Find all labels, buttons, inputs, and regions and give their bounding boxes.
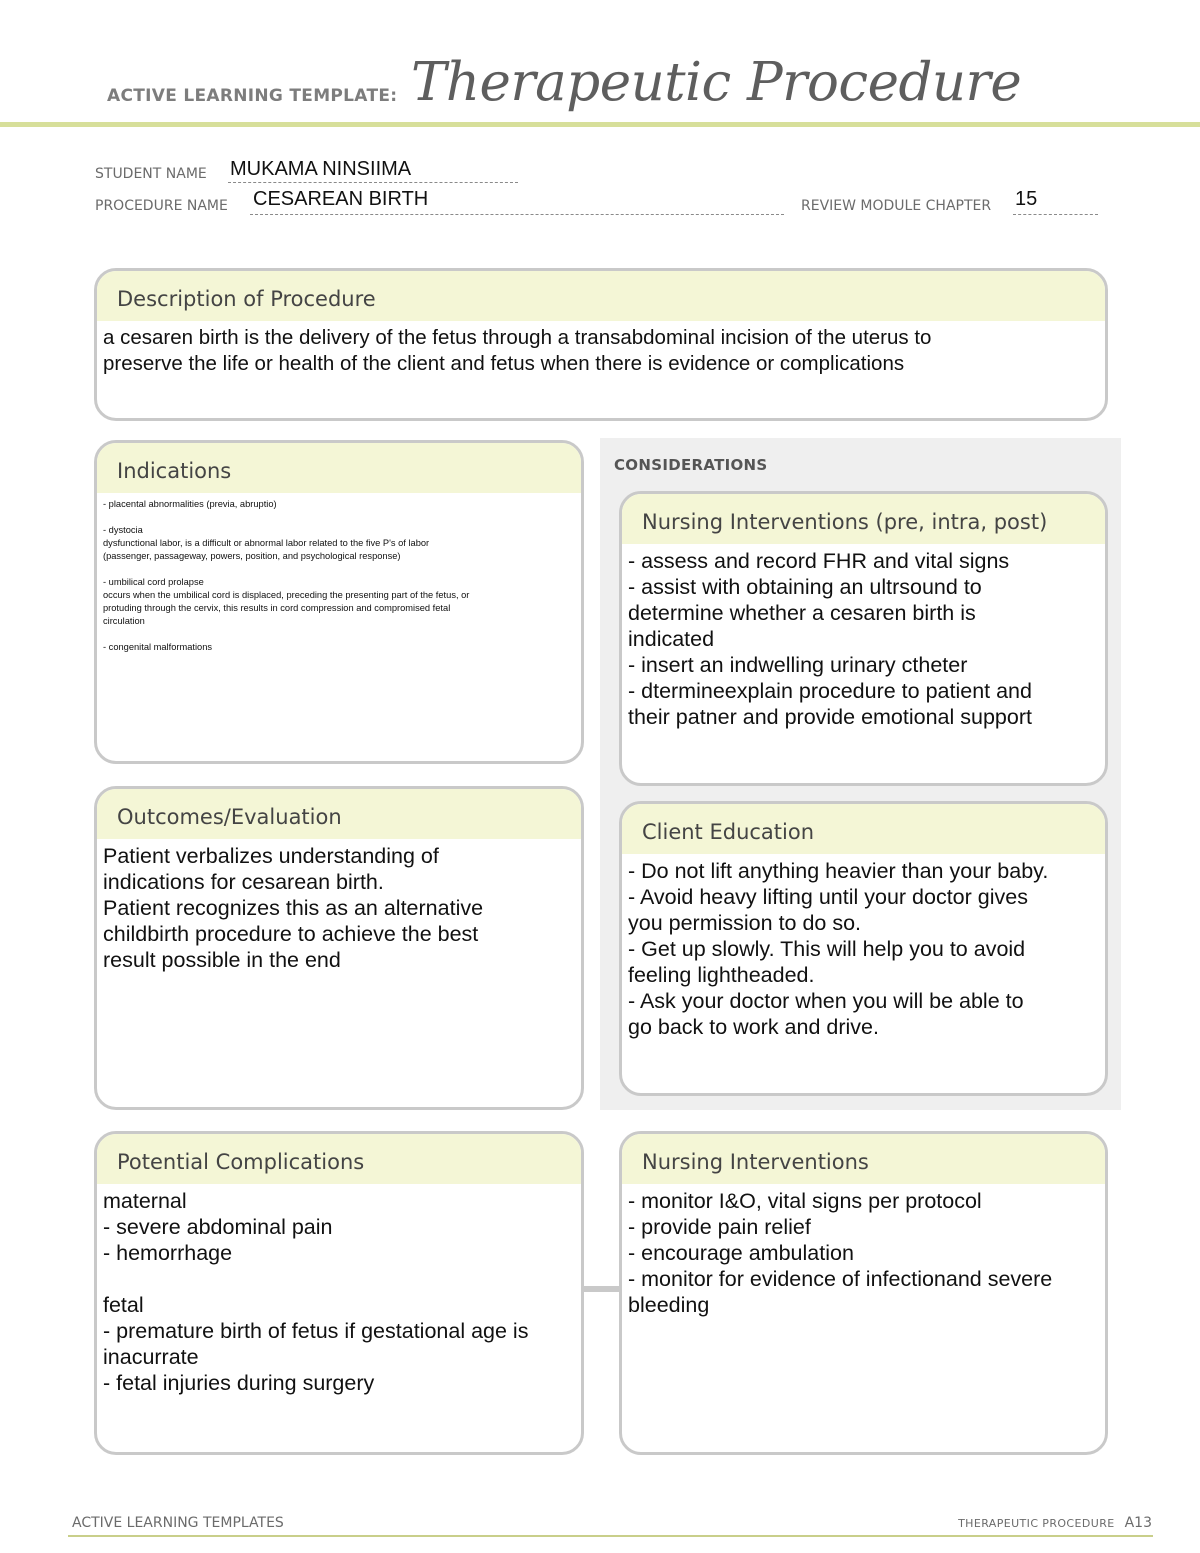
- indications-heading: Indications: [97, 443, 581, 493]
- procedure-name-label: PROCEDURE NAME: [95, 198, 228, 214]
- footer-page-number: A13: [1124, 1515, 1152, 1531]
- nursing-interventions-pre-box: [619, 491, 1108, 786]
- client-education-text[interactable]: - Do not lift anything heavier than your baby. - Avoid heavy lifting until your doctor gives you permission to do so. - Get up slowly. This will help you to avoid feeling lightheaded. - Ask your doctor when you will be able to go back to work and drive.: [628, 859, 1049, 1039]
- student-name-line: [228, 182, 518, 183]
- outcomes-text[interactable]: Patient verbalizes understanding of indications for cesarean birth. Patient recognizes this as an alternative childbirth procedure to achieve the best result possible in the end: [103, 844, 484, 972]
- student-name-field[interactable]: MUKAMA NINSIIMA: [230, 158, 412, 180]
- footer-left: ACTIVE LEARNING TEMPLATES: [72, 1515, 284, 1531]
- review-module-label: REVIEW MODULE CHAPTER: [801, 198, 992, 214]
- template-label: ACTIVE LEARNING TEMPLATE:: [107, 86, 398, 106]
- complications-heading: Potential Complications: [97, 1134, 581, 1184]
- nursing-interventions-box: [619, 1131, 1108, 1455]
- header-rule: [0, 122, 1200, 127]
- indications-text[interactable]: - placental abnormalities (previa, abruptio) - dystocia dysfunctional labor, is a difficult or abnormal labor related to the five P's of labor (passenger, passageway, powers, position, and psychological response) - umbilical cord prolapse occurs when the umbilical cord is displaced, preceding the presenting part of the fetus, or protuding through the cervix, this results in cord compression and compromised fetal circulation - congenital malformations: [103, 499, 470, 652]
- footer-rule: [68, 1535, 1153, 1537]
- nursing-interventions-pre-text[interactable]: - assess and record FHR and vital signs - assist with obtaining an ultrsound to determine whether a cesaren birth is indicated - insert an indwelling urinary ctheter - dtermineexplain procedure to patient and their patner and provide emotional support: [628, 549, 1032, 729]
- review-module-line: [1013, 214, 1098, 215]
- nursing-interventions-text[interactable]: - monitor I&O, vital signs per protocol - provide pain relief - encourage ambulation - monitor for evidence of infectionand severe bleeding: [628, 1189, 1053, 1317]
- page-title: Therapeutic Procedure: [411, 52, 1022, 113]
- client-education-box: [619, 801, 1108, 1096]
- footer-procedure-label: THERAPEUTIC PROCEDURE: [958, 1517, 1115, 1530]
- nursing-interventions-heading: Nursing Interventions: [622, 1134, 1105, 1184]
- description-text[interactable]: a cesaren birth is the delivery of the fetus through a transabdominal incision of the uterus to preserve the life or health of the client and fetus when there is evidence or complications: [103, 326, 932, 375]
- nursing-interventions-pre-heading: Nursing Interventions (pre, intra, post): [622, 494, 1105, 544]
- indications-box: [94, 440, 584, 764]
- box-connector: [583, 1286, 619, 1292]
- client-education-heading: Client Education: [622, 804, 1105, 854]
- review-module-field[interactable]: 15: [1015, 188, 1038, 210]
- complications-box: [94, 1131, 584, 1455]
- footer-right: [958, 1515, 1152, 1531]
- procedure-name-line: [250, 214, 784, 215]
- student-name-label: STUDENT NAME: [95, 166, 207, 182]
- considerations-title: CONSIDERATIONS: [614, 456, 768, 474]
- procedure-name-field[interactable]: CESAREAN BIRTH: [253, 188, 429, 210]
- outcomes-heading: Outcomes/Evaluation: [97, 789, 581, 839]
- complications-text[interactable]: maternal - severe abdominal pain - hemorrhage fetal - premature birth of fetus if gestational age is inacurrate - fetal injuries during surgery: [103, 1189, 529, 1395]
- description-heading: Description of Procedure: [97, 271, 1105, 321]
- description-box: [94, 268, 1108, 421]
- outcomes-box: [94, 786, 584, 1110]
